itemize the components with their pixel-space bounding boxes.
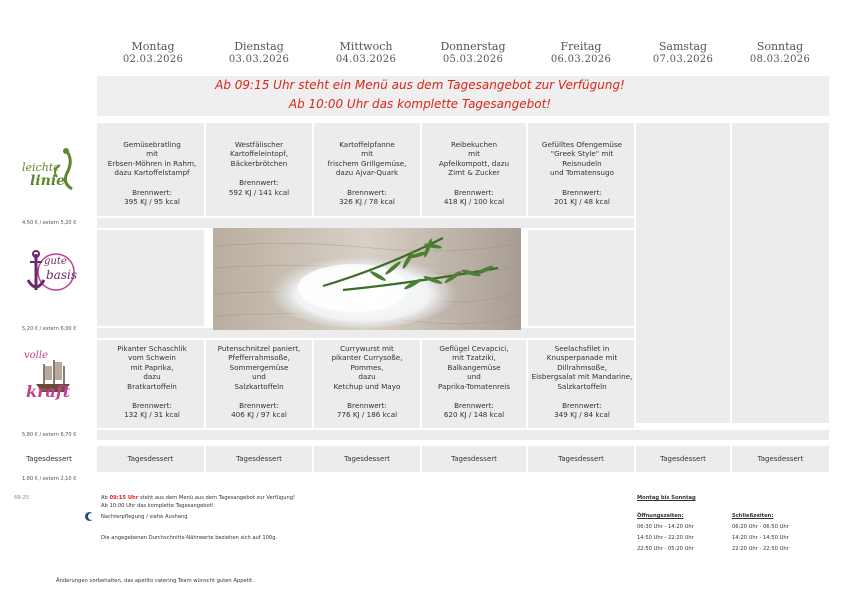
- day-name: Dienstag: [234, 40, 284, 53]
- dessert-thu: Tagesdessert: [422, 446, 526, 472]
- energy-label: Brennwert:: [132, 401, 172, 411]
- dish-volle-mon: [100, 344, 204, 420]
- day-date: 08.03.2026: [749, 54, 811, 65]
- dish-leichte-wed: [315, 140, 419, 206]
- dish-text: Gefülltes Ofengemüse "Greek Style" mit Reisnudeln und Tomatensugo: [541, 140, 623, 178]
- energy-label: Brennwert:: [347, 187, 387, 197]
- footer-note-1: [101, 494, 295, 502]
- opening-label: Öffnungszeiten:: [637, 513, 684, 519]
- closing-time: 14:20 Uhr - 14:50 Uhr: [732, 535, 789, 541]
- closing-label: Schließzeiten:: [732, 513, 774, 519]
- dessert-row-label: Tagesdessert: [26, 455, 72, 463]
- closing-time: 06:20 Uhr - 06:50 Uhr: [732, 524, 789, 530]
- day-name: Mittwoch: [339, 40, 393, 53]
- row-separator: [97, 218, 634, 228]
- banner-line-2: Ab 10:00 Uhr das komplette Tagesangebot!: [288, 97, 552, 111]
- energy-value: 201 KJ / 48 kcal: [554, 197, 610, 207]
- dish-text: Currywurst mit pikanter Currysoße, Pommes, dazu Ketchup und Mayo: [331, 344, 403, 391]
- banner-line-1: Ab 09:15 Uhr steht ein Menü aus dem Tagesangebot zur Verfügung!: [215, 78, 625, 92]
- energy-value: 592 KJ / 141 kcal: [228, 187, 290, 197]
- energy-value: 418 KJ / 100 kcal: [443, 197, 505, 207]
- energy-label: Brennwert:: [239, 178, 279, 188]
- day-date: 02.03.2026: [122, 54, 184, 65]
- footer-note-2: Ab 10:00 Uhr das komplette Tagesangebot!: [101, 503, 214, 509]
- day-name: Donnerstag: [440, 40, 506, 53]
- moon-icon: [85, 512, 94, 521]
- price-volle: 5,80 € / extern 6,70 €: [22, 432, 77, 438]
- row-separator: [97, 430, 829, 440]
- logo-word-2: kraft: [26, 382, 71, 401]
- day-date: 05.03.2026: [442, 54, 504, 65]
- dessert-mon: Tagesdessert: [97, 446, 204, 472]
- note-time: 09:15 Uhr: [109, 495, 139, 501]
- day-header-wednesday: [314, 40, 418, 66]
- cell-gute-mon: [97, 230, 204, 326]
- energy-value: 406 KJ / 97 kcal: [231, 410, 287, 420]
- dish-text: Putenschnitzel paniert, Pfefferrahmsoße, Sommergemüse und Salzkartoffeln: [217, 344, 301, 391]
- dish-volle-wed: [315, 344, 419, 420]
- dessert-sat: Tagesdessert: [636, 446, 730, 472]
- day-name: Samstag: [658, 40, 708, 53]
- energy-value: 620 KJ / 148 kcal: [443, 410, 505, 420]
- dish-volle-fri: [530, 344, 634, 420]
- logo-word-2: linie: [30, 173, 66, 189]
- day-name: Freitag: [560, 40, 602, 53]
- dish-leichte-fri: [530, 140, 634, 206]
- logo-word-1: volle: [24, 350, 48, 361]
- note-prefix: Ab: [101, 495, 110, 501]
- closing-time: 22:20 Uhr - 22:50 Uhr: [732, 546, 789, 552]
- footer-note-3: Nachterpflegung / siehe Aushang: [101, 514, 188, 520]
- day-header-sunday: [728, 40, 832, 66]
- salt-rosemary-illustration: [213, 228, 521, 330]
- energy-value: 776 KJ / 186 kcal: [336, 410, 398, 420]
- day-date: 06.03.2026: [550, 54, 612, 65]
- document-code: 69-25: [14, 495, 30, 501]
- day-header-monday: [101, 40, 205, 66]
- cell-gute-fri: [528, 230, 634, 326]
- logo-gute-basis: [22, 250, 82, 296]
- cell-sun-column: [732, 123, 829, 423]
- day-name: Montag: [131, 40, 175, 53]
- energy-value: 132 KJ / 31 kcal: [124, 410, 180, 420]
- note-suffix: steht aus dem Menü aus dem Tagesangebot zur Verfügung!: [138, 495, 296, 501]
- day-date: 07.03.2026: [652, 54, 714, 65]
- dessert-sun: Tagesdessert: [732, 446, 829, 472]
- energy-value: 395 KJ / 95 kcal: [124, 197, 180, 207]
- day-header-thursday: [421, 40, 525, 66]
- opening-time: 22:50 Uhr - 05:20 Uhr: [637, 546, 694, 552]
- dish-text: Pikanter Schaschlik vom Schwein mit Paprika, dazu Bratkartoffeln: [117, 344, 187, 391]
- logo-word-2: basis: [46, 268, 77, 282]
- dish-text: Kartoffelpfanne mit frischem Grillgemüse, dazu Ajvar-Quark: [327, 140, 407, 178]
- energy-value: 349 KJ / 84 kcal: [554, 410, 610, 420]
- dish-text: Reibekuchen mit Apfelkompott, dazu Zimt & Zucker: [438, 140, 510, 178]
- energy-label: Brennwert:: [562, 401, 602, 411]
- dish-text: Westfälischer Kartoffeleintopf, Bäckerbrötchen: [229, 140, 289, 168]
- service-banner: [210, 76, 630, 116]
- energy-label: Brennwert:: [347, 401, 387, 411]
- salt-rosemary-image: [213, 228, 521, 330]
- energy-value: 326 KJ / 78 kcal: [339, 197, 395, 207]
- cell-sat-column: [636, 123, 730, 423]
- dish-leichte-thu: [422, 140, 526, 206]
- dessert-fri: Tagesdessert: [528, 446, 634, 472]
- energy-label: Brennwert:: [454, 401, 494, 411]
- price-leichte: 4,50 € / extern 5,20 €: [22, 220, 77, 226]
- logo-volle-kraft: [22, 350, 84, 406]
- price-gute: 5,20 € / extern 6,00 €: [22, 326, 77, 332]
- dish-text: Seelachsfilet in Knusperpanade mit Dillrahmsoße, Eisbergsalat mit Mandarine, Salzkartoffeln: [531, 344, 633, 391]
- logo-leichte-linie: [22, 145, 82, 195]
- energy-label: Brennwert:: [132, 187, 172, 197]
- day-date: 04.03.2026: [335, 54, 397, 65]
- energy-label: Brennwert:: [562, 187, 602, 197]
- day-name: Sonntag: [756, 40, 804, 53]
- dessert-wed: Tagesdessert: [314, 446, 420, 472]
- day-header-friday: [529, 40, 633, 66]
- dish-leichte-mon: [100, 140, 204, 206]
- footer-disclaimer: Änderungen vorbehalten, das apetito catering Team wünscht guten Appetit.: [56, 578, 254, 584]
- dish-text: Gemüsebratling mit Erbsen-Möhren in Rahm, dazu Kartoffelstampf: [107, 140, 197, 178]
- day-header-tuesday: [207, 40, 311, 66]
- logo-word-1: leichte: [22, 161, 60, 174]
- price-dessert: 1,80 € / extern 2,10 €: [22, 476, 77, 482]
- opening-time: 06:30 Uhr - 14:20 Uhr: [637, 524, 694, 530]
- dish-text: Geflügel Cevapcici, mit Tzatziki, Balkangemüse und Paprika-Tomatenreis: [437, 344, 511, 391]
- dish-leichte-tue: [207, 140, 311, 197]
- day-header-saturday: [631, 40, 735, 66]
- dessert-tue: Tagesdessert: [206, 446, 312, 472]
- dish-volle-tue: [207, 344, 311, 420]
- energy-label: Brennwert:: [239, 401, 279, 411]
- energy-label: Brennwert:: [454, 187, 494, 197]
- footer-note-4: Die angegebenen Durchschnitts-Nährwerte beziehen sich auf 100g.: [101, 535, 278, 541]
- logo-word-1: gute: [44, 256, 67, 267]
- hours-title: Montag bis Sonntag: [637, 495, 696, 501]
- opening-time: 14:50 Uhr - 22:20 Uhr: [637, 535, 694, 541]
- dish-volle-thu: [422, 344, 526, 420]
- day-date: 03.03.2026: [228, 54, 290, 65]
